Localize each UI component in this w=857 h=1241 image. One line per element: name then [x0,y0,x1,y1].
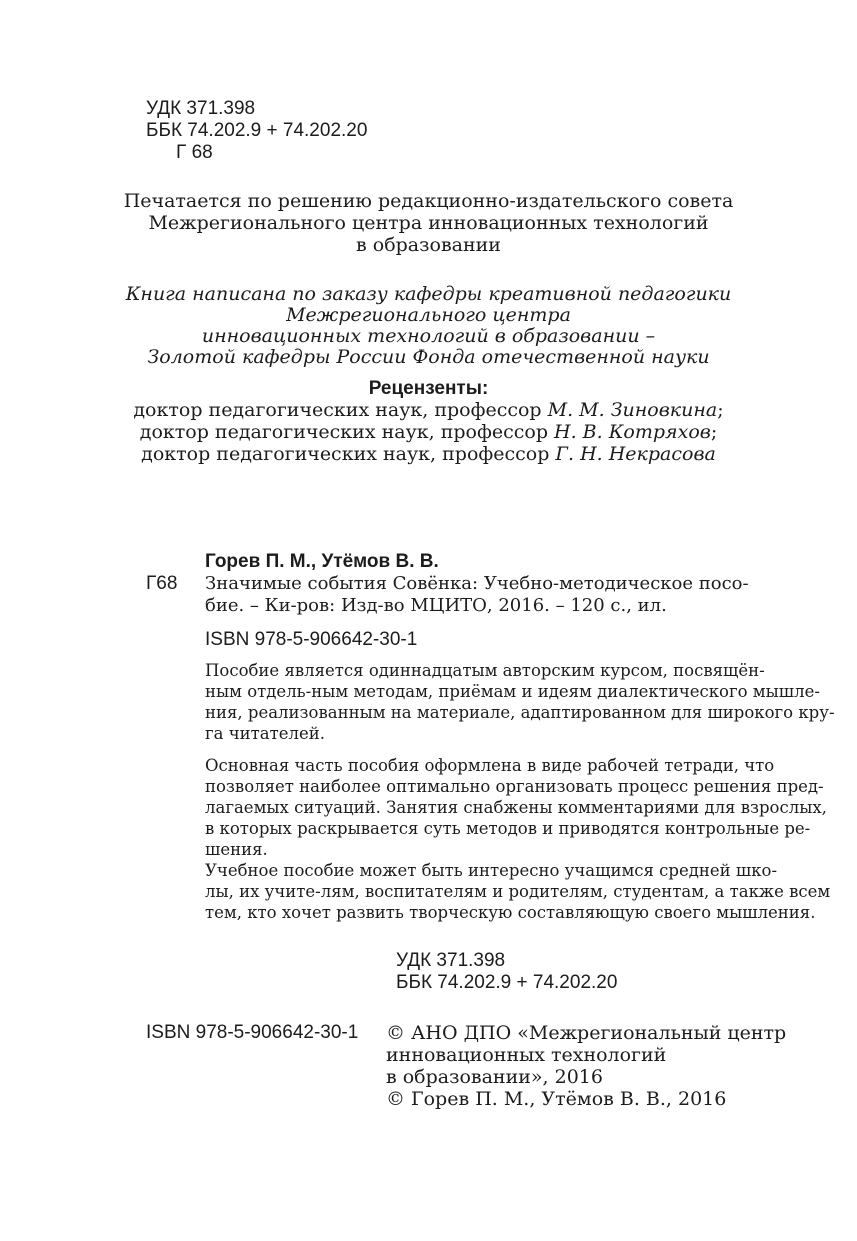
annotation-line: га читателей. [205,724,325,743]
copyright-line: © АНО ДПО «Межрегиональный центр [386,1022,787,1044]
reviewer-role: доктор педагогических наук, профессор [141,443,556,465]
reviewer-punct: ; [710,421,718,443]
commission-note-line: Межрегионального центра [286,304,571,326]
reviewer-line [0,400,857,421]
reviewer-punct: ; [717,399,724,421]
udk-code-bottom: УДК 371.398 [396,950,506,971]
bbk-code-bottom: ББК 74.202.9 + 74.202.20 [396,972,618,993]
reviewer-name: Г. Н. Некрасова [555,443,716,465]
publication-note-line: в образовании [356,234,501,256]
reviewer-name: М. М. Зиновкина [547,399,718,421]
copyright-line: в образовании», 2016 [386,1066,603,1088]
commission-note-line: Золотой кафедры России Фонда отечественной науки [147,346,710,368]
author-mark-top: Г 68 [176,142,213,163]
book-description-line: Значимые события Совёнка: Учебно-методическое посо- [205,573,749,594]
annotation-line: ным отдель-ным методам, приёмам и идеям диалектического мышле- [205,682,820,701]
reviewer-role: доктор педагогических наук, профессор [133,399,548,421]
annotation-line: Пособие является одиннадцатым авторским курсом, посвящён- [205,661,765,680]
annotation-line: тем, кто хочет развить творческую составляющую своего мышления. [205,903,816,922]
annotation-line: лагаемых ситуаций. Занятия снабжены комментариями для взрослых, [205,798,827,817]
commission-note-line: Книга написана по заказу кафедры креативной педагогики [125,283,732,305]
book-description-line: бие. – Ки-ров: Изд-во МЦИТО, 2016. – 120 с., ил. [205,595,667,616]
annotation-line: лы, их учите-лям, воспитателям и родителям, студентам, а также всем [205,882,831,901]
annotation-line: шения. [205,840,268,859]
author-mark: Г68 [146,573,178,594]
annotation-line: ния, реализованным на материале, адаптированном для широкого кру- [205,703,835,722]
copyright-line: инновационных технологий [386,1044,667,1066]
publication-note-line: Печатается по решению редакционно-издательского совета [123,190,734,212]
reviewer-role: доктор педагогических наук, профессор [139,421,555,443]
reviewer-line [0,444,857,465]
commission-note-line: инновационных технологий в образовании – [201,325,656,347]
book-authors: Горев П. М., Утёмов В. В. [205,551,439,572]
copyright-line: © Горев П. М., Утёмов В. В., 2016 [386,1088,727,1110]
udk-code-top: УДК 371.398 [146,98,256,119]
publication-note-line: Межрегионального центра инновационных технологий [148,212,709,234]
annotation-line: позволяет наиболее оптимально организовать процесс решения пред- [205,777,824,796]
reviewers-heading: Рецензенты: [368,378,489,399]
bbk-code-top: ББК 74.202.9 + 74.202.20 [146,120,368,141]
book-isbn: ISBN 978-5-906642-30-1 [205,629,418,650]
copyright-isbn: ISBN 978-5-906642-30-1 [146,1022,359,1043]
annotation-line: в которых раскрывается суть методов и приводятся контрольные ре- [205,819,811,838]
reviewer-name: Н. В. Котряхов [554,421,711,443]
annotation-line: Учебное пособие может быть интересно учащимся средней шко- [205,861,778,880]
reviewer-line [0,422,857,443]
annotation-line: Основная часть пособия оформлена в виде рабочей тетради, что [205,756,775,775]
